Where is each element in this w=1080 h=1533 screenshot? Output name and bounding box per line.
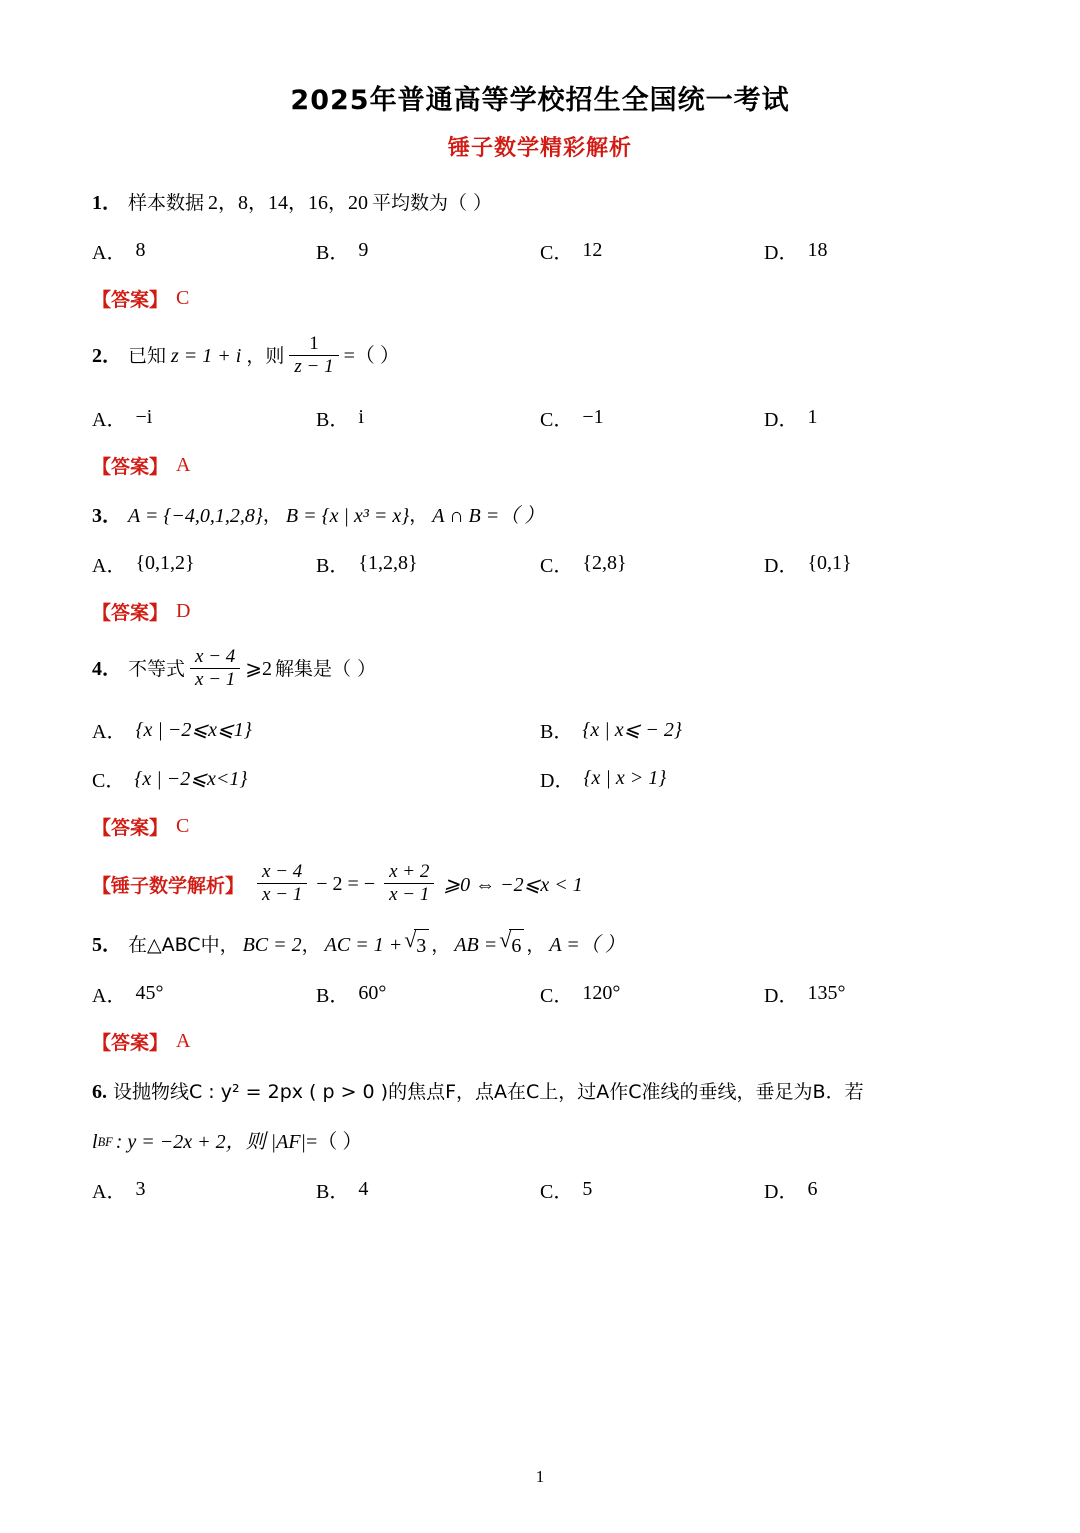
question-5-ab-radicand: 6	[509, 929, 524, 961]
analysis-mid: − 2 = −	[316, 873, 376, 896]
option-5-b-text: 60°	[358, 982, 387, 1005]
question-3-answer	[92, 598, 988, 625]
question-4-stem	[92, 647, 988, 692]
option-4-d-text: {x | x > 1}	[583, 767, 667, 790]
question-5-options	[92, 979, 988, 1008]
option-2-d[interactable]	[764, 403, 988, 432]
question-1-number: 1．	[92, 192, 122, 214]
option-6-c-text: 5	[582, 1178, 593, 1201]
option-4-b-label: B．	[540, 721, 574, 744]
question-5-answer	[92, 1028, 988, 1055]
sqrt-icon	[404, 929, 429, 961]
option-3-a-label: A．	[92, 554, 127, 577]
option-3-d-text: {0,1}	[807, 551, 852, 574]
option-2-b-text: i	[358, 405, 364, 428]
option-1-c[interactable]	[540, 236, 764, 265]
option-4-a[interactable]	[92, 715, 540, 744]
question-1-answer-value: C	[176, 287, 190, 309]
option-1-a-text: 8	[135, 239, 146, 261]
question-3-set-a: A = {−4,0,1,2,8}	[128, 504, 263, 527]
option-5-d-label: D．	[764, 985, 799, 1008]
question-1-stem	[92, 188, 988, 218]
question-4-analysis	[92, 862, 988, 907]
option-5-b[interactable]	[316, 979, 540, 1008]
question-2-answer	[92, 452, 988, 479]
analysis-tail: ⩾0 ⇔ −2⩽x < 1	[443, 874, 583, 897]
question-4-answer	[92, 813, 988, 840]
question-6-line-bf: l	[92, 1131, 98, 1154]
analysis-fraction-1	[257, 861, 307, 906]
option-2-a-text: −i	[135, 405, 153, 428]
option-5-d-text: 135°	[807, 982, 846, 1005]
option-4-a-text: {x | −2⩽x⩽1}	[135, 719, 252, 742]
answer-tag: 【答案】	[92, 601, 169, 624]
question-5-number: 5．	[92, 934, 122, 957]
question-4-analysis-body	[252, 862, 583, 907]
question-2-frac-denominator: z − 1	[289, 355, 338, 378]
question-1-options	[92, 236, 988, 265]
question-3-set-b: B = {x | x³ = x}	[285, 504, 410, 527]
option-4-d-label: D．	[540, 770, 575, 793]
option-3-d[interactable]	[764, 549, 988, 578]
option-5-d[interactable]	[764, 979, 988, 1008]
option-5-a-label: A．	[92, 985, 127, 1008]
question-3-sep-1: ，	[262, 504, 282, 527]
option-1-d-label: D．	[764, 242, 799, 264]
option-2-d-label: D．	[764, 408, 799, 431]
option-6-b-text: 4	[358, 1178, 369, 1201]
question-6-number: 6.	[92, 1081, 107, 1104]
answer-tag: 【答案】	[92, 1032, 169, 1055]
option-6-b[interactable]	[316, 1175, 540, 1204]
option-5-a-text: 45°	[135, 982, 164, 1005]
option-4-c[interactable]	[92, 764, 540, 793]
question-4-frac-denominator: x − 1	[190, 668, 240, 691]
question-2-fraction	[289, 333, 338, 378]
question-4-fraction	[190, 646, 240, 691]
question-6-tail: =（ ）	[306, 1131, 363, 1154]
answer-tag: 【答案】	[92, 817, 169, 840]
option-1-b-label: B．	[316, 242, 350, 264]
question-2-mid: ，则	[246, 345, 285, 368]
answer-tag: 【答案】	[92, 455, 169, 478]
question-5-ac: AC = 1 +	[324, 934, 403, 957]
option-5-b-label: B．	[316, 985, 350, 1008]
option-4-c-text: {x | −2⩽x<1}	[134, 768, 248, 791]
option-2-d-text: 1	[807, 405, 818, 428]
option-1-b-text: 9	[358, 239, 369, 261]
question-2-lead: 已知	[128, 345, 167, 368]
analysis-frac-1-numerator: x − 4	[262, 861, 303, 883]
question-6-line-equation: : y = −2x + 2，则	[115, 1131, 266, 1154]
question-4-options-row-1	[92, 715, 988, 744]
option-6-b-label: B．	[316, 1181, 350, 1204]
question-4-number: 4．	[92, 658, 122, 681]
question-1-answer	[92, 285, 988, 312]
option-3-b[interactable]	[316, 549, 540, 578]
question-2-number: 2．	[92, 345, 122, 368]
question-1-lead: 样本数据	[128, 191, 205, 214]
option-2-b[interactable]	[316, 403, 540, 432]
question-1-tail: 平均数为（ ）	[372, 191, 493, 214]
page-number: 1	[535, 1467, 545, 1486]
question-3-sep-2: ，	[409, 504, 429, 527]
option-1-a[interactable]	[92, 236, 316, 265]
question-4-frac-numerator: x − 4	[195, 645, 236, 667]
option-5-c[interactable]	[540, 979, 764, 1008]
option-3-a-text: {0,1,2}	[135, 551, 195, 574]
option-6-c[interactable]	[540, 1175, 764, 1204]
option-3-b-text: {1,2,8}	[358, 551, 418, 574]
option-2-a-label: A．	[92, 408, 127, 431]
page-subtitle: 锤子数学精彩解析	[447, 136, 632, 161]
option-1-c-text: 12	[582, 239, 603, 261]
option-6-a-label: A．	[92, 1181, 127, 1204]
analysis-frac-2-denominator: x − 1	[384, 883, 434, 906]
question-5-sep-2: ，	[431, 933, 451, 956]
question-3-stem	[92, 501, 988, 531]
question-5-sep-1: ，	[301, 933, 321, 956]
question-5-ab: AB =	[454, 934, 498, 957]
option-1-d[interactable]	[764, 236, 988, 265]
question-5-bc: BC = 2	[242, 934, 302, 957]
question-2-tail: =（ ）	[343, 345, 400, 368]
option-6-d[interactable]	[764, 1175, 988, 1204]
question-2-options	[92, 403, 988, 432]
question-2-frac-numerator: 1	[309, 333, 319, 354]
option-2-a[interactable]	[92, 403, 316, 432]
question-5-lead: 在△ABC中，	[128, 933, 239, 956]
option-5-c-label: C．	[540, 985, 574, 1008]
analysis-tag: 【锤子数学解析】	[92, 875, 245, 898]
option-2-b-label: B．	[316, 408, 350, 431]
option-1-a-label: A．	[92, 242, 127, 264]
question-3-answer-value: D	[176, 599, 191, 622]
option-2-c-label: C．	[540, 408, 574, 431]
question-1-data: 2，8，14，16，20	[208, 192, 369, 214]
option-3-c-label: C．	[540, 554, 574, 577]
question-6-line-bf-subscript: BF	[97, 1134, 113, 1149]
option-5-c-text: 120°	[582, 982, 621, 1005]
option-4-b[interactable]	[540, 715, 988, 744]
question-2-stem	[92, 334, 988, 379]
question-5-sep-3: ，	[526, 933, 546, 956]
question-6-line-1: 设抛物线C : y² = 2px ( p > 0 )的焦点F，点A在C上，过A作C准线的垂线，垂足为B．若	[113, 1080, 864, 1103]
page-title: 2025年普通高等学校招生全国统一考试	[290, 85, 790, 116]
option-6-a[interactable]	[92, 1175, 316, 1204]
option-6-d-text: 6	[807, 1178, 818, 1201]
radical-sign: √	[404, 927, 417, 953]
question-4-relation: ⩾2	[245, 658, 273, 681]
question-2-expr: z = 1 + i	[171, 345, 242, 368]
question-6-options	[92, 1175, 988, 1204]
option-3-c[interactable]	[540, 549, 764, 578]
option-2-c[interactable]	[540, 403, 764, 432]
option-5-a[interactable]	[92, 979, 316, 1008]
question-6-stem-line-1	[92, 1077, 988, 1107]
option-3-b-label: B．	[316, 554, 350, 577]
option-6-a-text: 3	[135, 1178, 146, 1201]
sqrt-icon	[499, 929, 524, 961]
answer-tag: 【答案】	[92, 289, 169, 311]
question-6-abs-af: |AF|	[270, 1131, 307, 1154]
option-4-d[interactable]	[540, 764, 988, 793]
question-3-options	[92, 549, 988, 578]
question-4-answer-value: C	[176, 815, 190, 838]
option-3-a[interactable]	[92, 549, 316, 578]
question-5-tail: A =（ ）	[549, 934, 625, 957]
option-2-c-text: −1	[582, 405, 604, 428]
option-6-c-label: C．	[540, 1181, 574, 1204]
option-4-a-label: A．	[92, 721, 127, 744]
option-6-d-label: D．	[764, 1181, 799, 1204]
question-2-answer-value: A	[176, 453, 191, 476]
option-1-c-label: C．	[540, 242, 574, 264]
question-4-options-row-2	[92, 764, 988, 793]
question-4-lead: 不等式	[128, 657, 186, 680]
analysis-fraction-2	[384, 861, 434, 906]
option-3-c-text: {2,8}	[582, 551, 627, 574]
option-4-c-label: C．	[92, 770, 126, 793]
option-3-d-label: D．	[764, 554, 799, 577]
option-1-d-text: 18	[807, 239, 828, 261]
question-6-stem-line-2	[92, 1127, 988, 1157]
analysis-frac-1-denominator: x − 1	[257, 883, 307, 906]
question-4-tail: 解集是（ ）	[275, 657, 377, 680]
option-1-b[interactable]	[316, 236, 540, 265]
question-5-ac-radicand: 3	[414, 929, 429, 961]
question-3-intersection: A ∩ B =（ ）	[432, 504, 545, 527]
question-5-answer-value: A	[176, 1030, 191, 1053]
question-3-number: 3．	[92, 504, 122, 527]
question-5-stem	[92, 929, 988, 961]
radical-sign: √	[499, 927, 512, 953]
option-4-b-text: {x | x⩽ − 2}	[582, 719, 682, 742]
analysis-frac-2-numerator: x + 2	[389, 861, 430, 883]
